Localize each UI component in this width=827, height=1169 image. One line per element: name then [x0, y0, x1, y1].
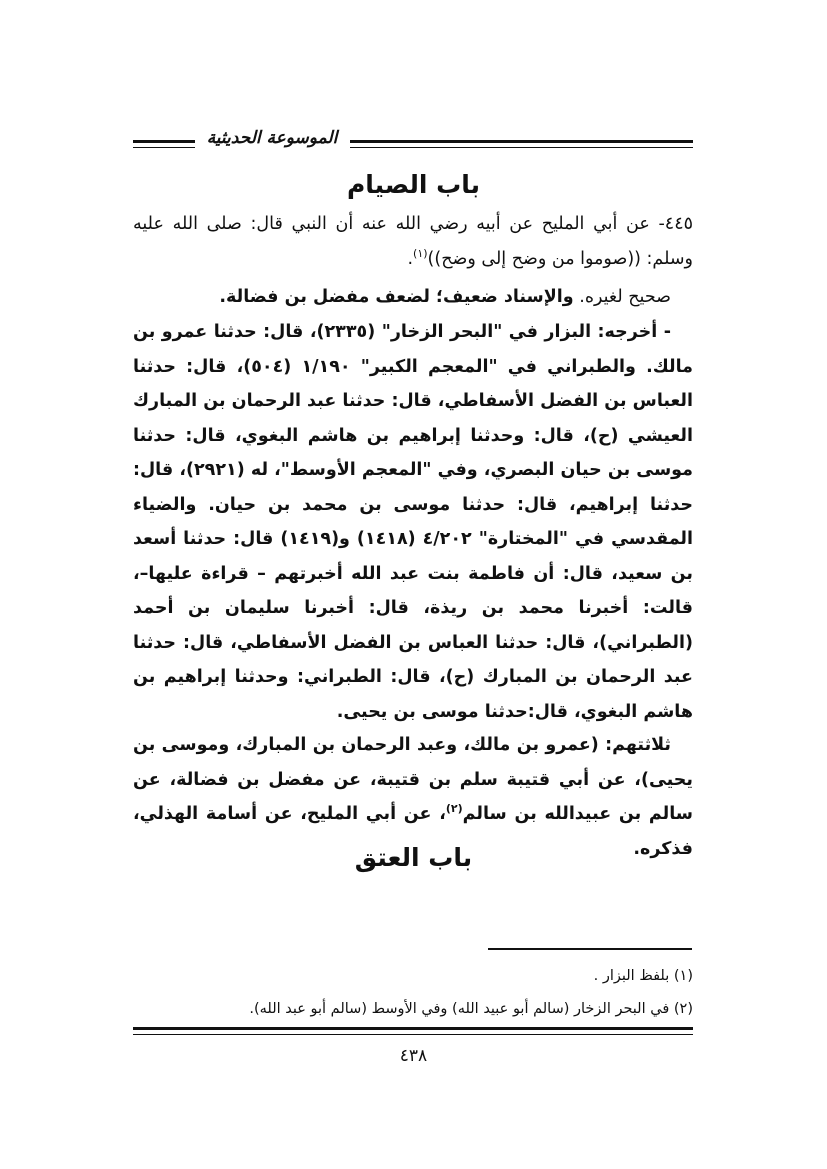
footnote-1: (١) بلفظ البزار .: [593, 968, 693, 984]
grading-detail: والإسناد ضعيف؛ لضعف مفضل بن فضالة.: [219, 287, 574, 307]
hadith-text: [133, 207, 693, 276]
header-rule-left-thin: [133, 147, 195, 148]
hadith-grading: [133, 280, 693, 315]
chain-end: ، عن أبي المليح، عن أسامة الهذلي، فذكره.: [133, 804, 693, 859]
footnote-2: (٢) في البحر الزخار (سالم أبو عبيد الله) وفي الأوسط (سالم أبو عبد الله).: [249, 1001, 693, 1017]
footnote-separator: [488, 948, 692, 950]
page-number: ٤٣٨: [399, 1046, 428, 1066]
next-chapter-title: باب العتق: [354, 843, 473, 872]
grading-intro: صحيح لغيره.: [573, 287, 671, 307]
chapter-title: باب الصيام: [346, 170, 481, 199]
footer-rule-thin: [133, 1034, 693, 1035]
takhrij-paragraph: - أخرجه: البزار في "البحر الزخار" (٢٣٣٥)، قال: حدثنا عمرو بن مالك. والطبراني في "المعجم الكبير" ١/١٩٠ (٥٠٤)، قال: حدثنا العباس بن الفضل الأسفاطي، قال: حدثنا عبد الرحمان بن المبارك العيشي (ح)، قال: وحدثنا إبراهيم بن هاشم البغوي، قال: حدثنا موسى بن حيان البصري، وفي "المعجم الأوسط"، له (٢٩٢١)، قال: حدثنا إبراهيم، قال: حدثنا موسى بن محمد بن حيان. والضياء المقدسي في "المختارة" ٤/٢٠٢ (١٤١٨) و(١٤١٩) قال: حدثنا أسعد بن سعيد، قال: أن فاطمة بنت عبد الله أخبرتهم – قراءة عليها–، قالت: أخبرنا محمد بن ريذة، قال: أخبرنا سليمان بن أحمد (الطبراني)، قال: حدثنا العباس بن الفضل الأسفاطي، قال: حدثنا عبد الرحمان بن المبارك (ح)، قال: الطبراني: وحدثنا إبراهيم بن هاشم البغوي، قال:حدثنا موسى بن يحيى.: [133, 322, 694, 722]
chain-body: ثلاثتهم: (عمرو بن مالك، وعبد الرحمان بن المبارك، وموسى بن يحيى)، عن أبي قتيبة سلم بن قتيبة، عن مفضل بن فضالة، عن سالم بن عبيدالله بن سالم: [133, 735, 693, 824]
header-rule-left: [133, 140, 195, 143]
header-title: الموسوعة الحديثية: [206, 128, 338, 148]
hadith-end: .: [407, 248, 414, 269]
footer-rule-thick: [133, 1027, 693, 1030]
footnote-ref-2: (٢): [445, 802, 463, 816]
header-rule-right-thin: [350, 147, 693, 148]
hadith-body: ٤٤٥- عن أبي المليح عن أبيه رضي الله عنه أن النبي قال: صلى الله عليه وسلم: ((صوموا من وضح إلى وضح)): [133, 214, 693, 269]
header-rule-right: [350, 140, 693, 143]
footnote-ref-1: (١): [413, 246, 428, 260]
